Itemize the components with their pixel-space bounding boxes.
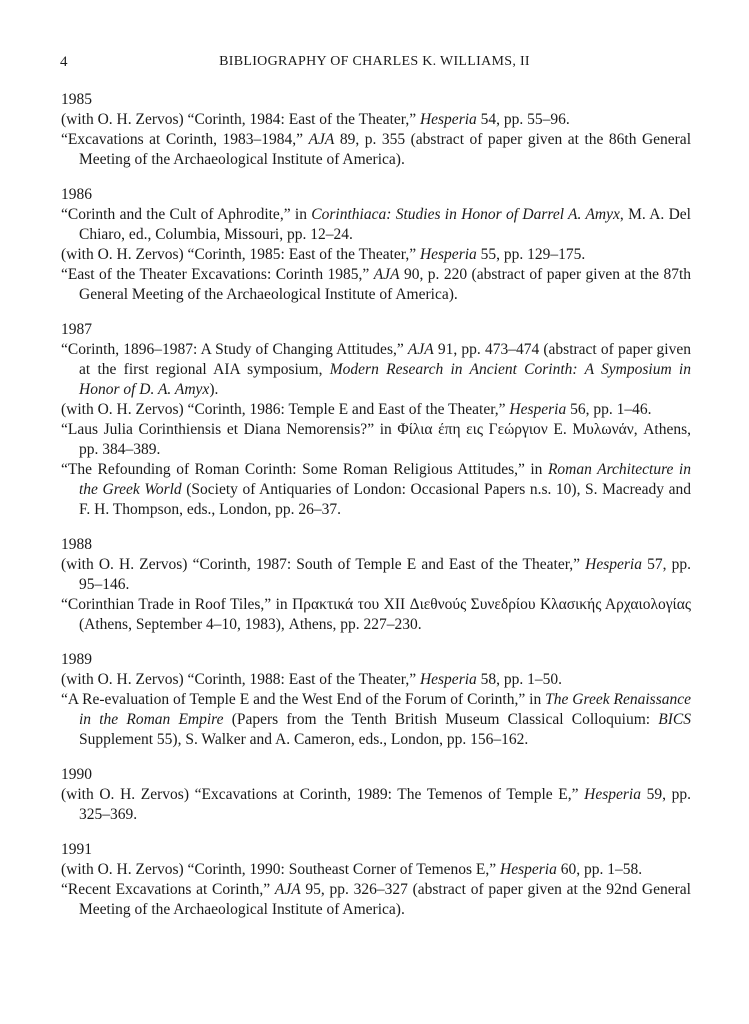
entry-text: 54, pp. 55–96.	[476, 111, 570, 128]
entry-text: “A Re-evaluation of Temple E and the West End of the Forum of Corinth,” in	[61, 691, 546, 708]
entry-text: (with O. H. Zervos) “Corinth, 1985: East of the Theater,”	[61, 246, 420, 263]
entry-text: 57, pp. 95–146.	[79, 556, 692, 593]
entry-title-italic: AJA	[274, 881, 301, 898]
year-section-1988	[61, 535, 691, 635]
entry-title-italic: The Greek Renaissance in the Roman Empire	[79, 691, 691, 728]
page-number: 4	[60, 54, 68, 70]
entry-title-italic: Hesperia	[584, 786, 641, 803]
entry-text: 59, pp. 325–369.	[79, 786, 691, 823]
entry-text: “Corinth, 1896–1987: A Study of Changing Attitudes,”	[61, 341, 408, 358]
bibliography-entry	[61, 860, 691, 880]
year-heading: 1986	[61, 186, 92, 203]
entry-text: 89, p. 355 (abstract of paper given at the 86th General Meeting of the Archaeological Institute of America).	[79, 131, 691, 168]
year-heading: 1991	[61, 841, 92, 858]
year-heading: 1988	[61, 536, 92, 553]
entry-text: (with O. H. Zervos) “Corinth, 1986: Temple E and East of the Theater,”	[61, 401, 510, 418]
entry-text: “East of the Theater Excavations: Corinth 1985,”	[61, 266, 374, 283]
entry-title-italic: Hesperia	[585, 556, 642, 573]
entry-title-italic: Hesperia	[419, 671, 477, 688]
entry-title-italic: Modern Research in Ancient Corinth: A Symposium in Honor of D. A. Amyx	[79, 361, 691, 398]
bibliography-entry	[61, 130, 691, 170]
year-section-1989	[61, 650, 691, 750]
entry-text: Supplement 55), S. Walker and A. Cameron, eds., London, pp. 156–162.	[79, 731, 529, 748]
entry-text: 56, pp. 1–46.	[566, 401, 652, 418]
bibliography-entry	[61, 400, 691, 420]
bibliography-entry	[61, 245, 691, 265]
entry-text: , M. A. Del Chiaro, ed., Columbia, Missouri, pp. 12–24.	[79, 206, 691, 243]
bibliography-entry	[61, 595, 691, 635]
entry-text: “Excavations at Corinth, 1983–1984,”	[61, 131, 309, 148]
entry-title-italic: Corinthiaca: Studies in Honor of Darrel A. Amyx	[311, 206, 620, 223]
entry-text: 60, pp. 1–58.	[556, 861, 643, 878]
entry-title-italic: Hesperia	[419, 246, 477, 263]
year-section-1990	[61, 765, 691, 825]
bibliography-entry	[61, 880, 691, 920]
entry-text: 55, pp. 129–175.	[476, 246, 586, 263]
year-section-1986	[61, 185, 691, 305]
entry-text: 90, p. 220 (abstract of paper given at the 87th General Meeting of the Archaeological Institute of America).	[79, 266, 691, 303]
year-heading: 1989	[61, 651, 92, 668]
entry-text: (with O. H. Zervos) “Corinth, 1988: East of the Theater,”	[61, 671, 420, 688]
bibliography-entry	[61, 340, 691, 400]
year-heading: 1985	[61, 91, 92, 108]
entry-text: ).	[209, 381, 219, 398]
entry-title-italic: BICS	[658, 711, 691, 728]
bibliography-body	[61, 90, 691, 935]
year-section-1985	[61, 90, 691, 170]
entry-text: (with O. H. Zervos) “Corinth, 1990: Southeast Corner of Temenos E,”	[61, 861, 501, 878]
year-section-1991	[61, 840, 691, 920]
entry-text: (with O. H. Zervos) “Corinth, 1987: South of Temple E and East of the Theater,”	[61, 556, 586, 573]
year-section-1987	[61, 320, 691, 520]
entry-title-italic: Hesperia	[509, 401, 567, 418]
entry-text: “Corinth and the Cult of Aphrodite,” in	[61, 206, 312, 223]
bibliography-entry	[61, 265, 691, 305]
bibliography-entry	[61, 555, 691, 595]
bibliography-entry	[61, 110, 691, 130]
entry-title-italic: Roman Architecture in the Greek World	[79, 461, 691, 498]
entry-text: (Papers from the Tenth British Museum Classical Colloquium:	[223, 711, 659, 728]
entry-title-italic: AJA	[407, 341, 434, 358]
entry-text: (with O. H. Zervos) “Excavations at Corinth, 1989: The Temenos of Temple E,”	[61, 786, 585, 803]
bibliography-entry	[61, 690, 691, 750]
entry-text: 95, pp. 326–327 (abstract of paper given at the 92nd General Meeting of the Archaeological Institute of America).	[79, 881, 691, 918]
entry-text: 91, pp. 473–474 (abstract of paper given at the first regional AIA symposium,	[79, 341, 691, 378]
entry-text: “Corinthian Trade in Roof Tiles,” in Πρακτικά του XII Διεθνούς Συνεδρίου Κλασικής Αρχαιολογίας (Athens, September 4–10, 1983), Athens, pp. 227–230.	[61, 596, 691, 633]
entry-text: (with O. H. Zervos) “Corinth, 1984: East of the Theater,”	[61, 111, 420, 128]
bibliography-entry	[61, 460, 691, 520]
year-heading: 1987	[61, 321, 92, 338]
entry-title-italic: Hesperia	[419, 111, 477, 128]
entry-text: “The Refounding of Roman Corinth: Some Roman Religious Attitudes,” in	[61, 461, 548, 478]
bibliography-entry	[61, 205, 691, 245]
bibliography-entry	[61, 420, 691, 460]
entry-text: (Society of Antiquaries of London: Occasional Papers n.s. 10), S. Macready and F. H. Thompson, eds., London, pp. 26–37.	[79, 481, 691, 518]
running-title: BIBLIOGRAPHY OF CHARLES K. WILLIAMS, II	[219, 54, 530, 69]
bibliography-entry	[61, 785, 691, 825]
entry-title-italic: AJA	[308, 131, 335, 148]
entry-title-italic: AJA	[373, 266, 400, 283]
entry-text: “Recent Excavations at Corinth,”	[61, 881, 275, 898]
entry-text: “Laus Julia Corinthiensis et Diana Nemorensis?” in Φίλια έπη εις Γεώργιον Ε. Μυλωνάν, Athens, pp. 384–389.	[61, 421, 691, 458]
entry-text: 58, pp. 1–50.	[476, 671, 563, 688]
entry-title-italic: Hesperia	[500, 861, 557, 878]
year-heading: 1990	[61, 766, 92, 783]
bibliography-entry	[61, 670, 691, 690]
